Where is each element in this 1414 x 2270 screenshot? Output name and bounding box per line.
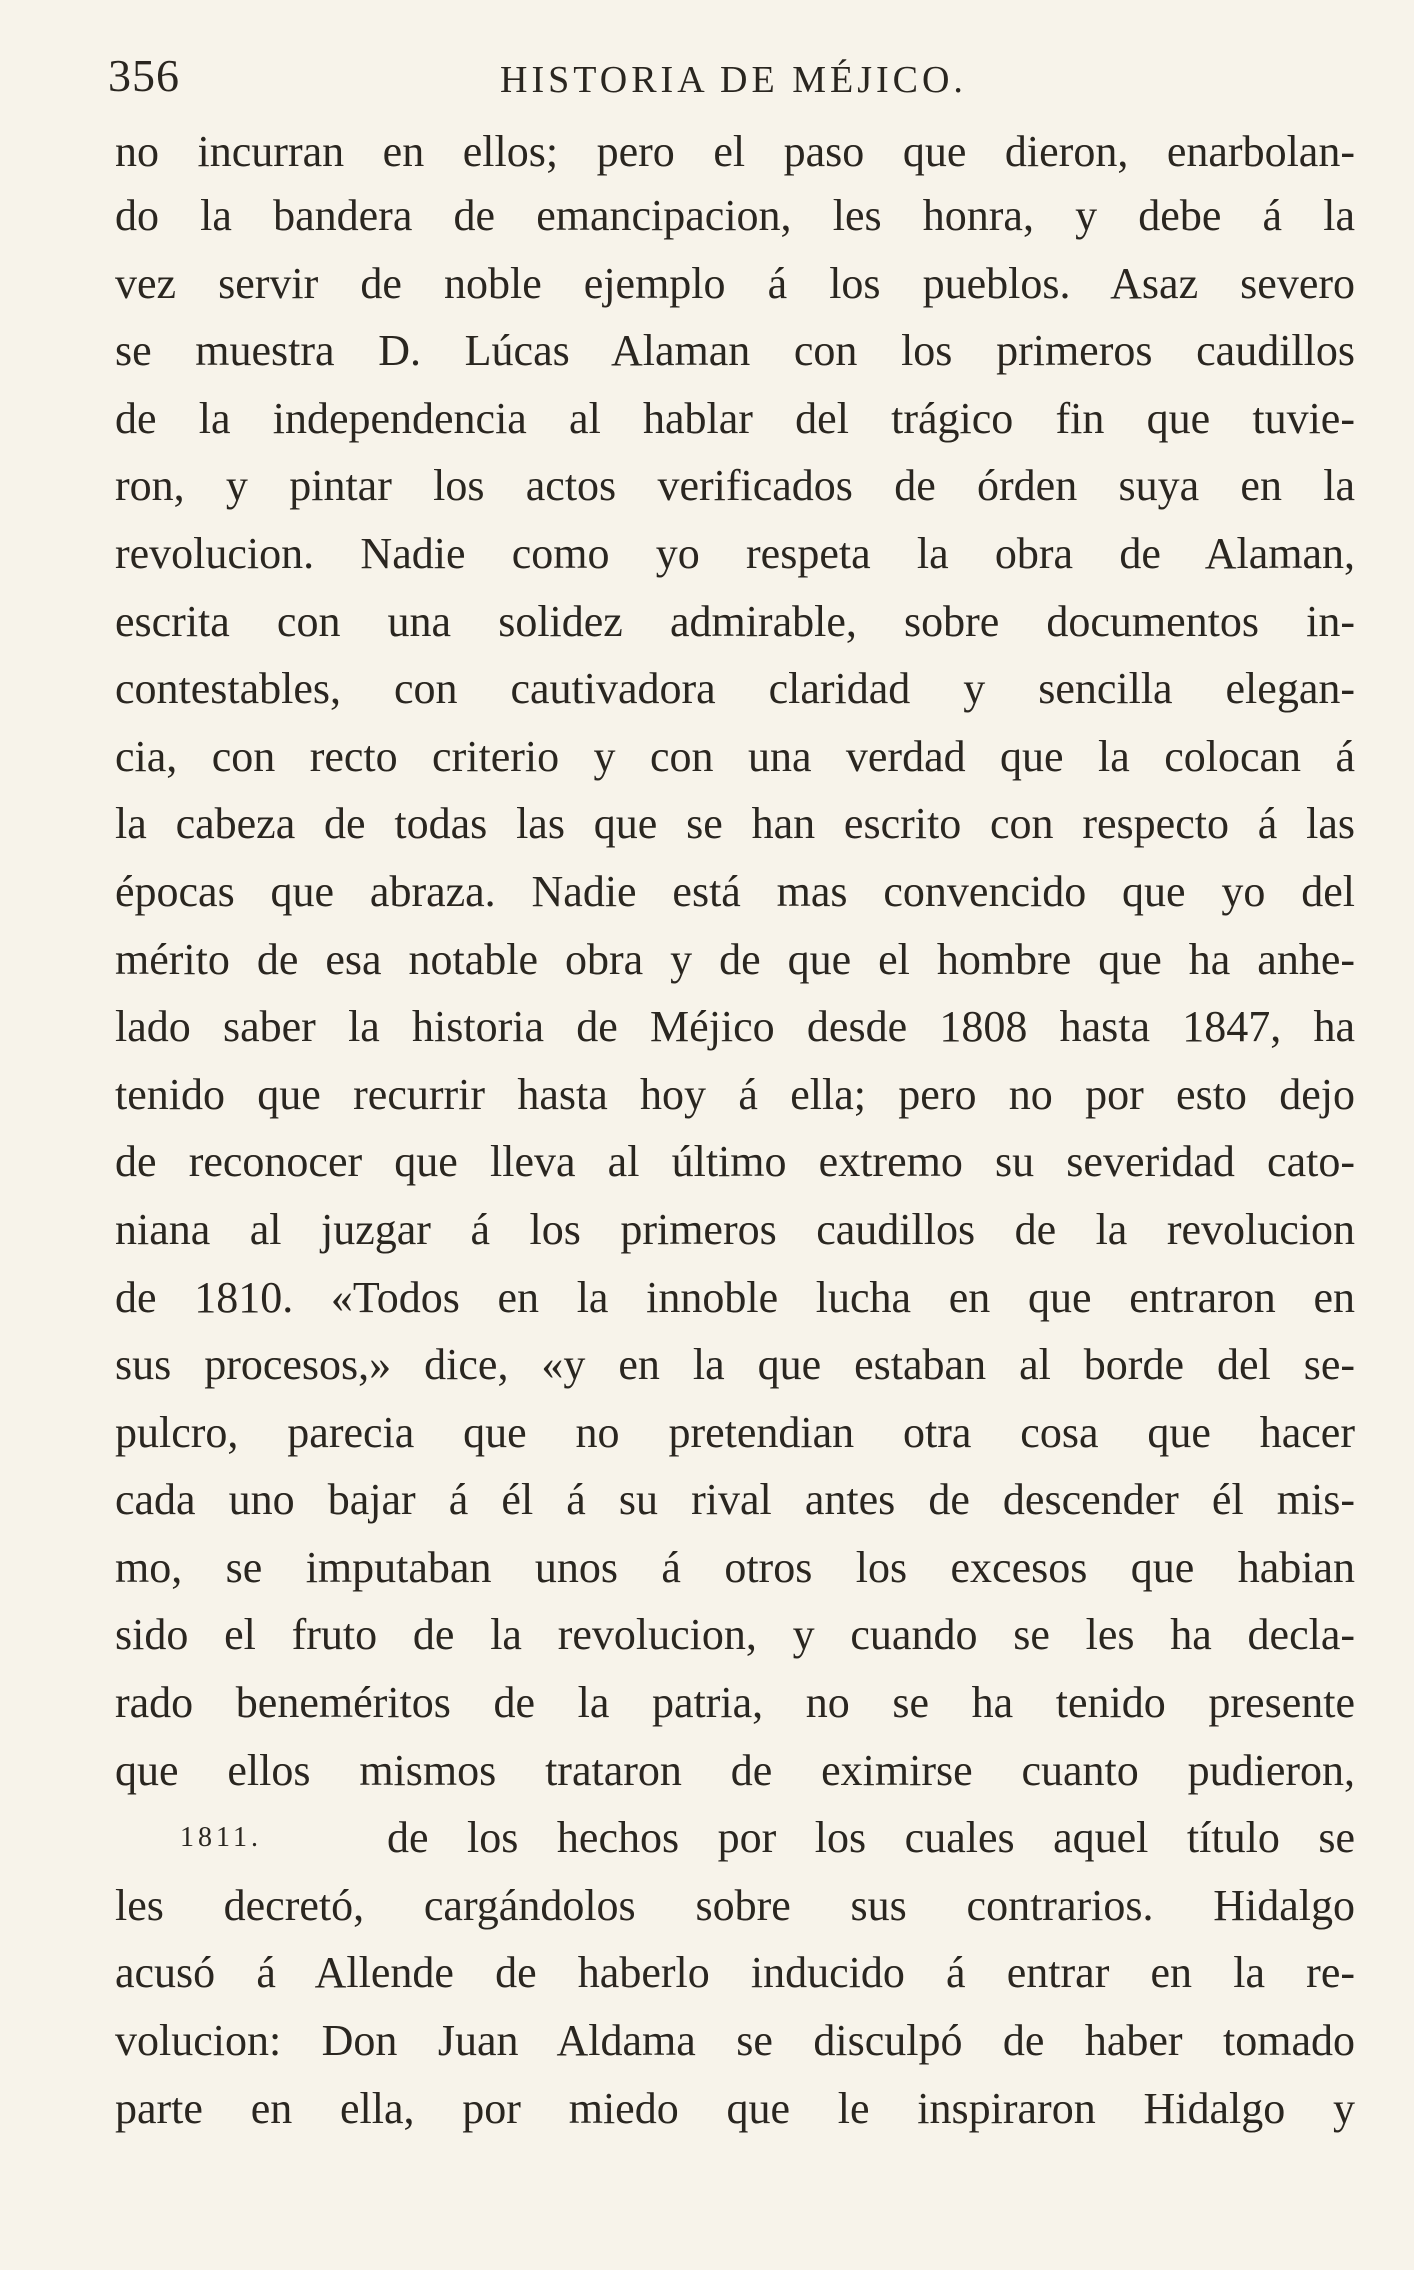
text-line: cada uno bajar á él á su rival antes de descender él mis- [115, 1475, 1355, 1525]
text-line: cia, con recto criterio y con una verdad que la colocan á [115, 731, 1355, 781]
text-line: no incurran en ellos; pero el paso que dieron, enarbolan- [115, 127, 1355, 176]
text-line: de la independencia al hablar del trágico fin que tuvie- [115, 393, 1355, 443]
marginal-text-line [115, 1804, 1355, 1872]
text-line: se muestra D. Lúcas Alaman con los primeros caudillos [115, 326, 1355, 376]
text-line: escrita con una solidez admirable, sobre documentos in- [115, 596, 1355, 646]
text-line: mérito de esa notable obra y de que el hombre que ha anhe- [115, 934, 1355, 984]
marginal-line-text: de los hechos por los cuales aquel título se [387, 1813, 1355, 1863]
page-body [115, 122, 1355, 2142]
text-line: tenido que recurrir hasta hoy á ella; pero no por esto dejo [115, 1069, 1355, 1119]
text-line: de reconocer que lleva al último extremo su severidad cato- [115, 1137, 1355, 1187]
text-line: la cabeza de todas las que se han escrito con respecto á las [115, 799, 1355, 849]
text-line: parte en ella, por miedo que le inspiraron Hidalgo y [115, 2083, 1355, 2133]
text-line: volucion: Don Juan Aldama se disculpó de haber tomado [115, 2016, 1355, 2066]
running-title: HISTORIA DE MÉJICO. [500, 59, 967, 101]
text-line: de 1810. «Todos en la innoble lucha en que entraron en [115, 1272, 1355, 1322]
text-line: épocas que abraza. Nadie está mas convencido que yo del [115, 866, 1355, 916]
text-line: vez servir de noble ejemplo á los pueblos. Asaz severo [115, 258, 1355, 308]
text-line: contestables, con cautivadora claridad y sencilla elegan- [115, 664, 1355, 714]
text-line: lado saber la historia de Méjico desde 1808 hasta 1847, ha [115, 1002, 1355, 1052]
text-line: pulcro, parecia que no pretendian otra cosa que hacer [115, 1407, 1355, 1457]
text-line: do la bandera de emancipacion, les honra, y debe á la [115, 191, 1355, 240]
text-line: ron, y pintar los actos verificados de órden suya en la [115, 461, 1355, 511]
page-number: 356 [108, 50, 180, 101]
text-line: les decretó, cargándolos sobre sus contrarios. Hidalgo [115, 1880, 1355, 1930]
text-line: niana al juzgar á los primeros caudillos de la revolucion [115, 1204, 1355, 1254]
text-line: mo, se imputaban unos á otros los excesos que habian [115, 1542, 1355, 1592]
text-line: sido el fruto de la revolucion, y cuando se les ha decla- [115, 1610, 1355, 1660]
text-line: que ellos mismos trataron de eximirse cuanto pudieron, [115, 1745, 1355, 1795]
margin-year: 1811. [180, 1822, 262, 1854]
text-line: rado beneméritos de la patria, no se ha tenido presente [115, 1678, 1355, 1728]
text-line: acusó á Allende de haberlo inducido á entrar en la re- [115, 1948, 1355, 1998]
text-line: sus procesos,» dice, «y en la que estaban al borde del se- [115, 1340, 1355, 1390]
text-line: revolucion. Nadie como yo respeta la obra de Alaman, [115, 528, 1355, 578]
